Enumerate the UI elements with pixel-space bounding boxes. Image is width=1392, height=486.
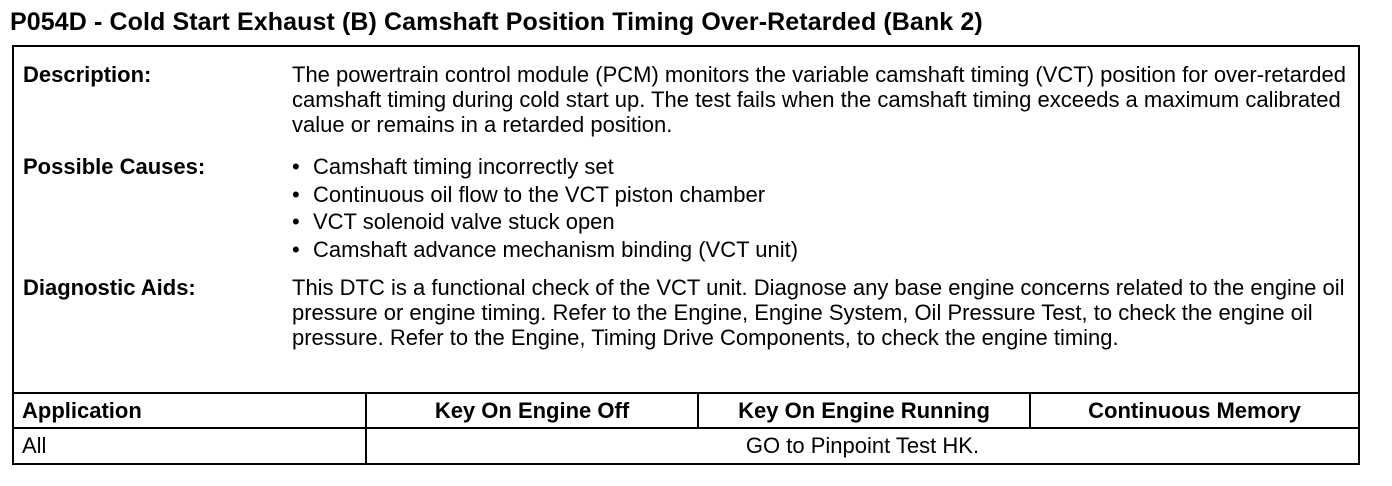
bullet-icon: • bbox=[292, 154, 300, 179]
description-text: The powertrain control module (PCM) monitors the variable camshaft timing (VCT) position for over-retarded camshaft timing during cold start up. The test fails when the camshaft timing exceeds a maximum calibrated value or remains in a retarded position. bbox=[292, 62, 1346, 137]
dtc-info-table bbox=[12, 45, 1360, 465]
table-header-row bbox=[14, 393, 1358, 428]
diagnostic-aids-text: This DTC is a functional check of the VCT unit. Diagnose any base engine concerns related to the engine oil pressure or engine timing. Refer to the Engine, Engine System, Oil Pressure Test, to check the engine oil pressure. Refer to the Engine, Timing Drive Components, to check the engine timing. bbox=[292, 275, 1345, 350]
diagnostic-aids-row bbox=[14, 275, 1358, 385]
page-title: P054D - Cold Start Exhaust (B) Camshaft Position Timing Over-Retarded (Bank 2) bbox=[10, 8, 983, 36]
application-cell: All bbox=[14, 428, 366, 463]
possible-causes-row bbox=[14, 153, 1358, 262]
header-application: Application bbox=[14, 393, 366, 428]
possible-causes-label: Possible Causes: bbox=[23, 154, 206, 179]
description-row bbox=[14, 62, 1358, 158]
diagnostic-aids-label: Diagnostic Aids: bbox=[23, 275, 196, 300]
possible-causes-list bbox=[292, 153, 798, 263]
bullet-icon: • bbox=[292, 181, 300, 207]
application-table bbox=[14, 392, 1358, 463]
description-label: Description: bbox=[23, 62, 152, 87]
bullet-icon: • bbox=[292, 236, 300, 262]
bullet-icon: • bbox=[292, 209, 300, 234]
list-item: • Continuous oil flow to the VCT piston chamber bbox=[292, 181, 766, 207]
header-key-on-engine-off: Key On Engine Off bbox=[366, 393, 698, 428]
header-continuous-memory: Continuous Memory bbox=[1030, 393, 1358, 428]
list-item: • VCT solenoid valve stuck open bbox=[292, 209, 615, 234]
header-key-on-engine-running: Key On Engine Running bbox=[698, 393, 1030, 428]
list-item: • Camshaft timing incorrectly set bbox=[292, 154, 614, 179]
table-row bbox=[14, 428, 1358, 463]
list-item: • Camshaft advance mechanism binding (VCT unit) bbox=[292, 236, 799, 262]
pinpoint-test-cell: GO to Pinpoint Test HK. bbox=[366, 428, 1358, 463]
